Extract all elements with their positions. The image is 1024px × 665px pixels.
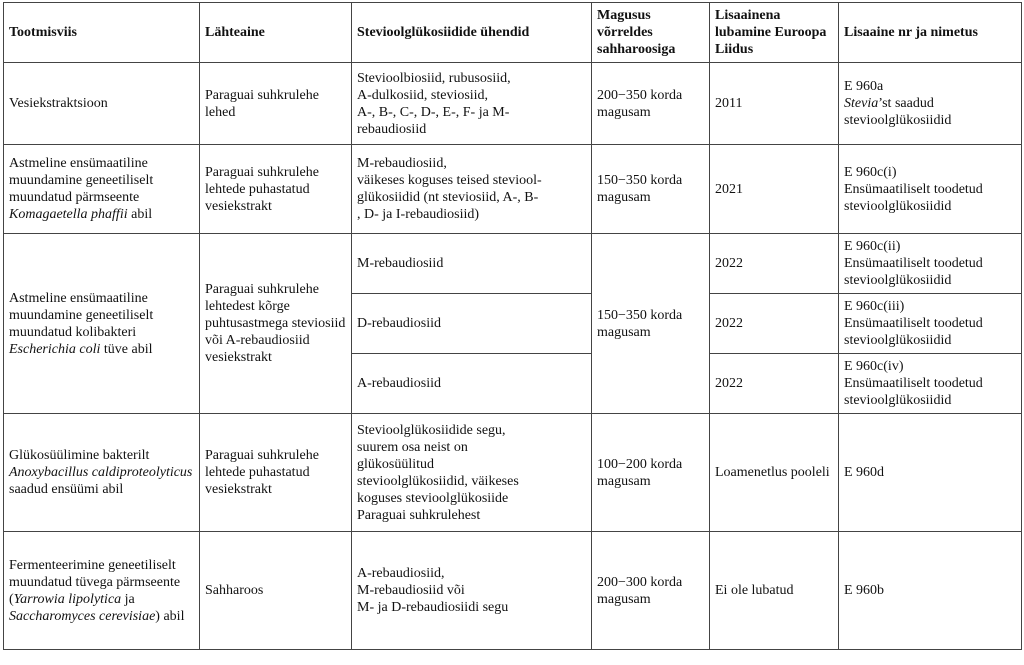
table-row: [4, 145, 1022, 234]
header-cell: Stevioolglükosiidide ühendid: [352, 3, 592, 63]
compounds-line: , D- ja I-rebaudiosiid): [357, 207, 480, 222]
approval-cell: 2011: [710, 63, 839, 145]
table-row: [4, 234, 1022, 294]
compounds-line: M-rebaudiosiid või: [357, 583, 465, 598]
header-cell: Lisaaine nr ja nimetus: [839, 3, 1022, 63]
compounds-line: M-rebaudiosiid,: [357, 156, 447, 171]
sweetness-cell: 100−200 korda magusam: [592, 414, 710, 532]
compounds-line: Paraguai suhkrulehest: [357, 507, 481, 523]
method-text: Fermenteerimine geneetiliselt muundatud tüvega pärmseente (: [9, 557, 181, 607]
method-species: Anoxybacillus caldiproteolyticus: [9, 465, 193, 480]
method-species: Saccharomyces cerevisiae: [9, 608, 156, 624]
method-species: Komagaetella phaffii: [9, 207, 128, 222]
additive-name: Ensümaatiliselt toodetud stevioolglükosiidid: [844, 376, 983, 408]
compounds-line: Stevioolglükosiidide segu,: [357, 422, 506, 438]
source-cell: Paraguai suhkrulehe lehed: [200, 63, 352, 145]
additive-name: [844, 95, 1016, 129]
additive-cell: [839, 234, 1022, 294]
additive-cell: [839, 532, 1022, 650]
method-text-end: ) abil: [155, 608, 185, 624]
method-cell: [4, 532, 200, 650]
method-text: Astmeline ensümaatiline muundamine geneetiliselt muundatud pärmseente: [9, 156, 154, 205]
compounds-cell: D-rebaudiosiid: [352, 294, 592, 354]
compounds-line: glükosiidid (nt steviosiid, A-, B-: [357, 190, 539, 205]
compounds-line: A-, B-, C-, D-, E-, F- ja M-: [357, 104, 510, 120]
compounds-cell: [352, 532, 592, 650]
compounds-cell: [352, 145, 592, 234]
approval-cell: 2021: [710, 145, 839, 234]
additive-code: E 960a: [844, 79, 884, 94]
method-text-mid: ja: [121, 591, 135, 607]
approval-cell: 2022: [710, 234, 839, 294]
sweetness-cell: 200−350 korda magusam: [592, 63, 710, 145]
additive-code: E 960c(iii): [844, 299, 905, 314]
additive-code: E 960c(iv): [844, 359, 904, 374]
additive-cell: [839, 145, 1022, 234]
approval-cell: 2022: [710, 294, 839, 354]
method-cell: [4, 414, 200, 532]
method-text-end: saadud ensüümi abil: [9, 482, 124, 497]
header-cell: Tootmisviis: [4, 3, 200, 63]
sweetness-cell: 150−350 korda magusam: [592, 145, 710, 234]
method-text: Glükosüülimine bakterilt: [9, 448, 150, 463]
additive-cell: [839, 354, 1022, 414]
compounds-line: stevioolglükosiidid, väikeses: [357, 473, 519, 489]
source-cell: Paraguai suhkrulehe lehtede puhastatud vesiekstrakt: [200, 414, 352, 532]
additive-name: Ensümaatiliselt toodetud stevioolglükosiidid: [844, 181, 983, 214]
compounds-line: glükosüülitud: [357, 456, 435, 472]
compounds-cell: [352, 63, 592, 145]
method-species: Escherichia coli: [9, 341, 101, 357]
method-text: Astmeline ensümaatiline muundamine geneetiliselt muundatud kolibakteri: [9, 290, 154, 340]
compounds-line: Stevioolbiosiid, rubusosiid,: [357, 70, 511, 86]
approval-cell: Ei ole lubatud: [710, 532, 839, 650]
additive-name: Ensümaatiliselt toodetud stevioolglükosiidid: [844, 256, 983, 288]
header-row: [4, 3, 1022, 63]
sweetness-cell: 150−350 korda magusam: [592, 234, 710, 414]
additive-code: E 960c(ii): [844, 239, 901, 254]
sweetener-table: [3, 2, 1022, 650]
method-species: Yarrowia lipolytica: [13, 591, 122, 607]
additive-cell: [839, 414, 1022, 532]
additive-code: E 960b: [844, 583, 885, 598]
method-cell: Vesiekstraktsioon: [4, 63, 200, 145]
method-cell: [4, 145, 200, 234]
additive-name: Ensümaatiliselt toodetud stevioolglükosiidid: [844, 316, 983, 348]
additive-cell: [839, 63, 1022, 145]
compounds-cell: A-rebaudiosiid: [352, 354, 592, 414]
document-page: [3, 2, 1022, 650]
additive-name-rest: ’st saadud stevioolglükosiidid: [844, 96, 952, 128]
header-cell: Lisaainena lubamine Euroopa Liidus: [710, 3, 839, 63]
additive-name-italic: Stevia: [844, 96, 879, 111]
source-cell: Paraguai suhkrulehe lehtede puhastatud vesiekstrakt: [200, 145, 352, 234]
additive-code: E 960d: [844, 465, 885, 480]
method-cell: [4, 234, 200, 414]
additive-code: E 960c(i): [844, 164, 897, 180]
sweetness-cell: 200−300 korda magusam: [592, 532, 710, 650]
table-row: [4, 63, 1022, 145]
method-text-end: abil: [127, 207, 153, 222]
compounds-cell: [352, 414, 592, 532]
compounds-line: väikeses koguses teised steviool-: [357, 173, 542, 188]
compounds-cell: M-rebaudiosiid: [352, 234, 592, 294]
additive-cell: [839, 294, 1022, 354]
compounds-line: koguses stevioolglükosiide: [357, 490, 509, 506]
source-cell: Sahharoos: [200, 532, 352, 650]
compounds-line: M- ja D-rebaudiosiidi segu: [357, 600, 509, 615]
compounds-line: A-rebaudiosiid,: [357, 566, 445, 581]
approval-cell: Loamenetlus pooleli: [710, 414, 839, 532]
header-cell: Lähteaine: [200, 3, 352, 63]
method-text-end: tüve abil: [100, 341, 153, 357]
compounds-line: A-dulkosiid, steviosiid,: [357, 87, 489, 103]
header-cell: Magusus võrreldes sahharoosiga: [592, 3, 710, 63]
compounds-line: rebaudiosiid: [357, 121, 427, 137]
table-row: [4, 532, 1022, 650]
table-row: [4, 414, 1022, 532]
compounds-line: suurem osa neist on: [357, 439, 468, 455]
source-cell: Paraguai suhkrulehe lehtedest kõrge puhtusastmega steviosiid või A-rebaudiosiid vesiekstrakt: [200, 234, 352, 414]
approval-cell: 2022: [710, 354, 839, 414]
